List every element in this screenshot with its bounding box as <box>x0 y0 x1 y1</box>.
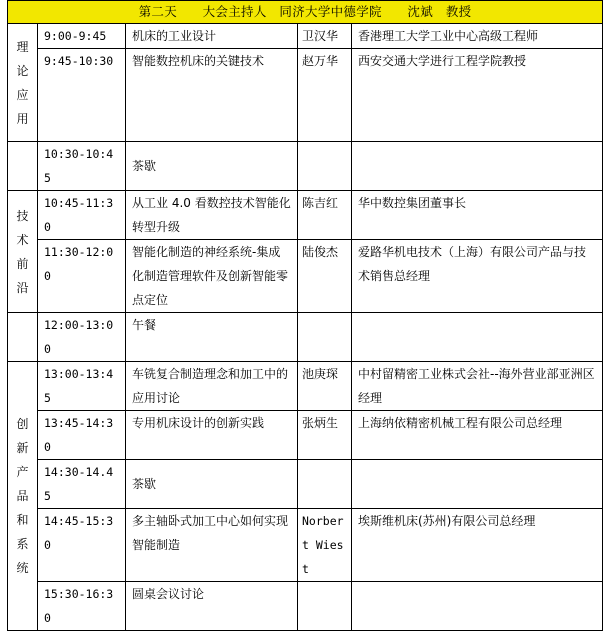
org-cell: 香港理工大学工业中心高级工程师 <box>352 24 603 49</box>
time-cell: 11:30-12:00 <box>38 240 126 313</box>
section-label <box>8 24 38 142</box>
header-row <box>8 1 603 24</box>
topic-cell: 智能数控机床的关键技术 <box>126 49 298 142</box>
time-cell: 9:00-9:45 <box>38 24 126 49</box>
org-cell: 埃斯维机床(苏州)有限公司总经理 <box>352 509 603 582</box>
table-row <box>8 509 603 582</box>
speaker-cell <box>298 460 352 509</box>
speaker-cell: 卫汉华 <box>298 24 352 49</box>
table-row <box>8 24 603 49</box>
speaker-cell: 张炳生 <box>298 411 352 460</box>
topic-cell: 午餐 <box>126 313 298 362</box>
section-label-text: 理论应用 <box>16 39 29 126</box>
table-row <box>8 582 603 631</box>
speaker-cell <box>298 142 352 191</box>
table-row <box>8 362 603 411</box>
topic-cell: 圆桌会议讨论 <box>126 582 298 631</box>
topic-cell: 茶歇 <box>126 142 298 191</box>
topic-cell: 机床的工业设计 <box>126 24 298 49</box>
section-label <box>8 191 38 313</box>
time-cell: 9:45-10:30 <box>38 49 126 142</box>
header-title: 第二天 大会主持人 同济大学中德学院 沈斌 教授 <box>8 1 603 24</box>
topic-cell: 车铣复合制造理念和加工中的应用讨论 <box>126 362 298 411</box>
org-cell: 中村留精密工业株式会社--海外营业部亚洲区经理 <box>352 362 603 411</box>
table-row <box>8 191 603 240</box>
time-cell: 15:30-16:30 <box>38 582 126 631</box>
table-row <box>8 313 603 362</box>
empty-section-cell <box>8 142 38 191</box>
topic-cell: 多主轴卧式加工中心如何实现智能制造 <box>126 509 298 582</box>
section-label <box>8 362 38 631</box>
table-row <box>8 49 603 142</box>
org-cell: 华中数控集团董事长 <box>352 191 603 240</box>
table-row <box>8 240 603 313</box>
topic-cell: 智能化制造的神经系统-集成化制造管理软件及创新智能零点定位 <box>126 240 298 313</box>
time-cell: 13:00-13:45 <box>38 362 126 411</box>
org-cell <box>352 313 603 362</box>
time-cell: 12:00-13:00 <box>38 313 126 362</box>
time-cell: 13:45-14:30 <box>38 411 126 460</box>
time-cell: 14:45-15:30 <box>38 509 126 582</box>
speaker-cell <box>298 313 352 362</box>
speaker-cell <box>298 582 352 631</box>
topic-cell: 茶歇 <box>126 460 298 509</box>
table-row <box>8 142 603 191</box>
org-cell: 上海纳依精密机械工程有限公司总经理 <box>352 411 603 460</box>
org-cell: 爱路华机电技术（上海）有限公司产品与技术销售总经理 <box>352 240 603 313</box>
speaker-cell: 赵万华 <box>298 49 352 142</box>
table-row <box>8 411 603 460</box>
section-label-text: 技术前沿 <box>16 208 29 295</box>
schedule-table <box>7 0 603 631</box>
topic-cell: 从工业 4.0 看数控技术智能化转型升级 <box>126 191 298 240</box>
table-row <box>8 460 603 509</box>
speaker-cell: 陆俊杰 <box>298 240 352 313</box>
speaker-cell: Norbert Wiest <box>298 509 352 582</box>
schedule-document <box>7 0 602 631</box>
time-cell: 14:30-14.45 <box>38 460 126 509</box>
empty-section-cell <box>8 313 38 362</box>
time-cell: 10:45-11:30 <box>38 191 126 240</box>
speaker-cell: 陈吉红 <box>298 191 352 240</box>
org-cell <box>352 460 603 509</box>
topic-cell: 专用机床设计的创新实践 <box>126 411 298 460</box>
speaker-cell: 池庚琛 <box>298 362 352 411</box>
org-cell <box>352 582 603 631</box>
org-cell <box>352 142 603 191</box>
org-cell: 西安交通大学进行工程学院教授 <box>352 49 603 142</box>
section-label-text: 创新产品和系统 <box>16 417 29 575</box>
time-cell: 10:30-10:45 <box>38 142 126 191</box>
